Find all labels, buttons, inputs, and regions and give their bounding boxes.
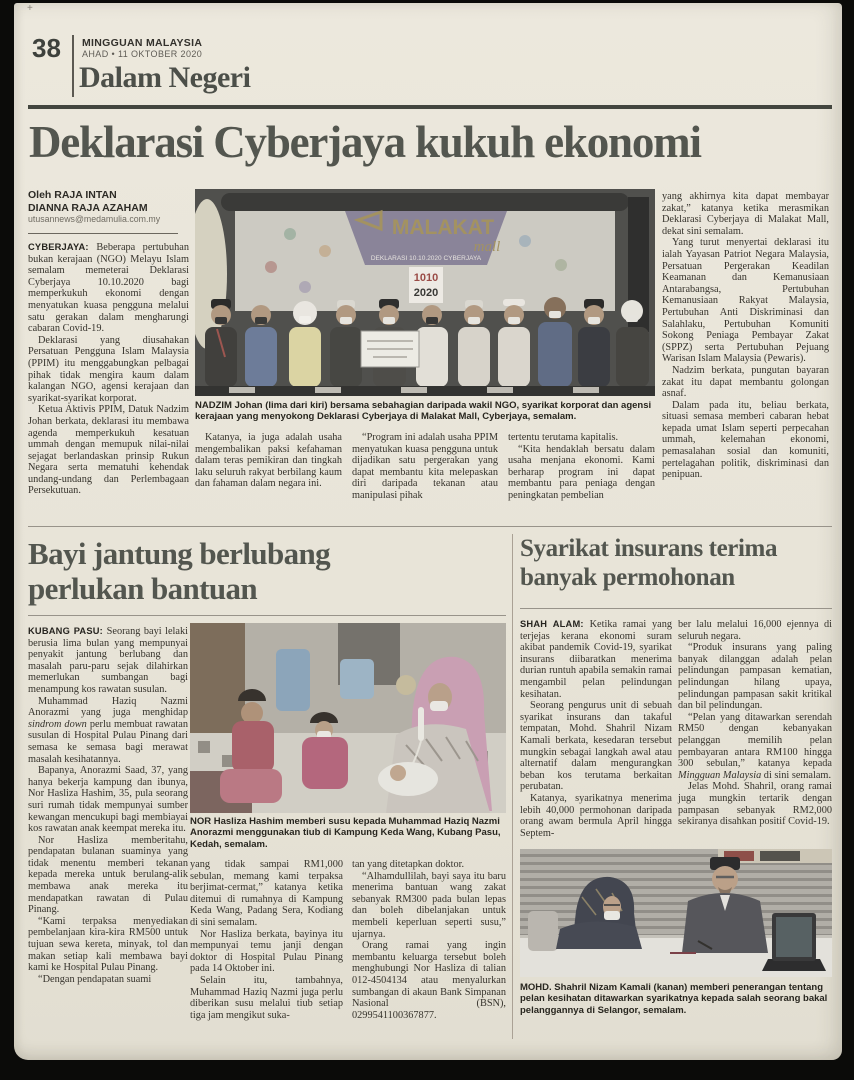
article2-column2: [190, 859, 343, 1021]
article2-column3: [352, 859, 506, 1021]
paragraph: “Alhamdullilah, bayi saya itu baru menerima bantuan wang zakat sebanyak RM300 pada bulan lepas dan boleh dibelanjakan untuk membeli keperluan seperti susu,” ujarnya.: [352, 870, 506, 940]
photo-logo-1010: 1010: [413, 272, 439, 284]
article3-headline-line2: banyak permohonan: [520, 564, 735, 591]
paragraph: Ketua Aktivis PPIM, Datuk Nadzim Johan berkata, deklarasi itu membawa agenda memperkukuh kesatuan ummah dengan memupuk nilai-nilai sejagat berlandaskan prinsip Rukun Negara serta mematuhi kehendak undang-undang dan Perlembagaan Persekutuan.: [28, 404, 189, 497]
paragraph: “Kami terpaksa menyediakan pembelanjaan kira-kira RM500 untuk tujuan sewa kereta, minyak, tol dan makan setiap kali membawa bayi kami ke Hospital Pulau Pinang.: [28, 915, 188, 974]
paragraph: [520, 619, 672, 700]
paragraph: Jelas Mohd. Shahril, orang ramai juga mungkin tertarik dengan pampasan sebanyak RM2,000 sekiranya disahkan positif Covid-19.: [678, 781, 832, 828]
date-line: AHAD • 11 OKTOBER 2020: [82, 49, 203, 59]
photo-brand-subtext: mall: [473, 239, 501, 255]
article2-photo: [190, 623, 506, 813]
section-title: Dalam Negeri: [79, 61, 251, 94]
paragraph: Yang turut menyertai deklarasi itu ialah Yayasan Patriot Negara Malaysia, Persatuan Pergerakan Keadilan Keamanan dan Kemanusiaan Antarabangsa, Pertubuhan Kemanusiaan Rakyat Malaysia, Pertubuhan Anti Diskriminasi dan Salahlaku, Pertubuhan Komuniti Sokong Peniaga Pembayar Zakat (SPPZ) serta Pertubuhan Pejuang Warisan Islam Malaysia (Pewaris).: [662, 237, 829, 365]
article1-column1: [28, 189, 189, 497]
paragraph: “Dengan pendapatan suami: [38, 973, 152, 985]
byline-author2: DIANNA RAJA AZAHAM: [28, 201, 148, 214]
masthead: MINGGUAN MALAYSIA: [82, 37, 203, 49]
article3-headline-line1: Syarikat insurans terima: [520, 535, 778, 562]
paragraph: yang tidak sampai RM1,000 sebulan, memang kami terpaksa berjimat-cermat,” katanya ketika ditemui di rumahnya di Kampung Keda Wang, Padang Sera, Kodiang di sini semalam.: [190, 859, 343, 928]
photo-caption: MOHD. Shahril Nizam Kamali (kanan) memberi penerangan tentang pelan kesihatan ditawarkan syarikatnya kepada salah seorang bakal pelanggannya di Selangor, semalam.: [520, 982, 828, 1016]
paragraph-text: perlu membuat rawatan susulan di Hospital Pulau Pinang dari semasa ke semasa bagi merawat masalah kesihatannya.: [28, 718, 188, 765]
article1-headline: Deklarasi Cyberjaya kukuh ekonomi: [29, 117, 701, 167]
paragraph-text: Seorang bayi lelaki berusia lima bulan yang mempunyai penyakit jantung berlubang dan masalah paru-paru sejak dilahirkan memerlukan sumbangan bagi menampung kos rawatan susulan.: [28, 626, 188, 695]
article2-headline-line1: Bayi jantung berlubang: [28, 536, 331, 571]
paragraph: yang akhirnya kita dapat membayar zakat,” katanya ketika merasmikan Deklarasi Cyberjaya di Malakat Mall, dekat sini semalam.: [662, 191, 829, 237]
dateline-kicker: KUBANG PASU:: [28, 626, 107, 636]
page-number: 38: [32, 33, 61, 63]
article1-column4: [508, 432, 655, 502]
article1-column3: [352, 432, 498, 502]
photo-banner-text: DEKLARASI 10.10.2020 CYBERJAYA: [370, 255, 482, 262]
paragraph: Nor Hasliza berkata, bayinya itu mempunyai temu janji dengan doktor di Hospital Pulau Pinang pada 14 Oktober ini.: [190, 928, 343, 975]
paragraph-text: “Pelan yang ditawarkan serendah RM50 dengan kebanyakan pelanggan memilih pelan pembayaran antara RM100 hingga 300 sebulan,” katanya kepada: [678, 711, 832, 770]
italic-term: sindrom down: [28, 718, 87, 730]
photo-caption: NADZIM Johan (lima dari kiri) bersama sebahagian daripada wakil NGO, syarikat korporat dan agensi kerajaan yang menyokong Deklarasi Cyberjaya di Malakat Mall, Cyberjaya, semalam.: [195, 400, 652, 423]
paragraph: “Produk insurans yang paling banyak dilanggan adalah pelan pelindungan pampasan kematian, pelindungan hilang upaya, pelindungan pampasan sakit kritikal dan bil pelindungan.: [678, 642, 832, 712]
paragraph: Deklarasi yang diusahakan Persatuan Pengguna Islam Malaysia (PPIM) itu menggabungkan pelbagai pihak tidak mengira kaum dalam kalangan NGO, agensi kerajaan dan syarikat-syarikat korporat.: [28, 334, 189, 404]
paragraph: Nor Hasliza memberitahu, pendapatan bulanan suaminya yang tidak menentu memberi tekanan kepada mereka untuk berulang-alik membawa anak mereka itu mendapatkan rawatan di Pulau Pinang.: [28, 834, 188, 916]
article3-rule: [520, 608, 832, 609]
photo-brand-text: MALAKAT: [391, 216, 495, 239]
article1-column5: [662, 191, 829, 481]
paragraph: “Program ini adalah usaha PPIM menyatukan kuasa pengguna untuk dijadikan satu pergerakan yang dapat membantu kita melepaskan diri daripada tekanan atau manipulasi pihak: [352, 432, 498, 501]
dateline-kicker: CYBERJAYA:: [28, 242, 97, 252]
header-divider: [72, 35, 74, 97]
paragraph: [28, 696, 188, 766]
paragraph: [28, 242, 189, 335]
paragraph-text: Ketika ramai yang terjejas kerana ekonomi suram akibat pandemik Covid-19, syarikat insurans diibaratkan menerima durian runtuh apabila semakin ramai mengambil pelan pelindungan kesihatan.: [520, 619, 672, 700]
article2-headline-line2: perlukan bantuan: [28, 571, 258, 606]
paragraph: Selain itu, tambahnya, Muhammad Haziq Nazmi juga perlu diberikan susu melalui tiub setiap tiga jam mengikut suka-: [190, 974, 343, 1021]
photo-caption: NOR Hasliza Hashim memberi susu kepada Muhammad Haziq Nazmi Anorazmi menggunakan tiub di Kampung Keda Wang, Kubang Pasu, Kedah, semalam.: [190, 816, 501, 850]
paragraph: Bapanya, Anorazmi Saad, 37, yang hanya bekerja kampung dan ibunya, Nor Hasliza Hashim, 35, pula seorang suri rumah tidak mempunyai sumber kewangan mencukupi bagi membiayai kos rawatan anak keempat mereka itu.: [28, 765, 188, 835]
article3-column2: [678, 619, 832, 828]
paragraph: Katanya, syarikatnya menerima lebih 40,000 permohonan daripada orang awam bermula April hingga Septem-: [520, 792, 672, 839]
article3-photo: [520, 849, 832, 977]
article2-rule: [28, 615, 506, 616]
dateline-kicker: SHAH ALAM:: [520, 619, 590, 629]
italic-publication: Mingguan Malaysia: [678, 769, 762, 781]
article2-headline: [28, 536, 508, 606]
photo-logo-2020: 2020: [413, 287, 439, 299]
paragraph: [28, 626, 188, 696]
article2-column1: [28, 626, 188, 985]
paragraph: ber lalu melalui 16,000 ejennya di seluruh negara.: [678, 619, 832, 642]
horizontal-divider: [28, 526, 832, 527]
paragraph-text: Muhammad Haziq Nazmi Anorazmi yang juga menghidap: [28, 695, 188, 719]
paragraph-text: Beberapa pertubuhan bukan kerajaan (NGO) Melayu Islam semalam memeterai Deklarasi Cyberjaya 10.10.2020 bagi memperkukuh ekonomi dengan menyatukan kuasa pengguna melalui satu gerakan dalam mengharungi cabaran Covid-19.: [28, 242, 189, 335]
article1-photo: [195, 189, 655, 396]
paper-sheet: [14, 3, 842, 1060]
article3-headline: [520, 534, 832, 592]
paragraph: tan yang ditetapkan doktor.: [352, 859, 465, 870]
crop-mark: +: [27, 3, 33, 14]
article1-column2: [195, 432, 342, 490]
article3-column1: [520, 619, 672, 839]
section-rule: [28, 105, 832, 109]
paragraph: [678, 712, 832, 782]
byline-author1: Oleh RAJA INTAN: [28, 189, 117, 201]
paragraph: “Kita hendaklah bersatu dalam usaha menjana ekonomi. Kami berharap program ini dapat membantu para peniaga dengan peningkatan pembelian: [508, 443, 655, 501]
paragraph: Dalam pada itu, beliau berkata, situasi semasa memberi cabaran hebat kepada umat Islam seperti perpecahan ummah, kelemahan ekonomi, pemasalahan sosial dan komuniti, pertelagahan politik, diskriminasi dan penipuan.: [662, 399, 829, 481]
paragraph: Nadzim berkata, pungutan bayaran zakat itu dapat membantu golongan asnaf.: [662, 364, 829, 400]
paragraph-text: di sini semalam.: [761, 769, 832, 781]
paragraph: tertentu terutama kapitalis.: [508, 432, 619, 443]
paragraph: Seorang pengurus unit di sebuah syarikat insurans dan takaful tempatan, Mohd. Shahril Nizam Kamali berkata, kesedaran tersebut mungkin sebagai langkah awal atau alternatif dalam mengurangkan beban kos terutama berkaitan perubatan.: [520, 700, 672, 793]
paragraph: Katanya, ia juga adalah usaha mengembalikan paksi kefahaman dalam teras pemikiran dan tingkah laku seluruh rakyat berbilang kaum dan fahaman dalam negara ini.: [195, 432, 342, 490]
vertical-divider: [512, 534, 513, 1039]
paragraph: Orang ramai yang ingin membantu keluarga tersebut boleh menghubungi Nor Hasliza di talian 012-4504134 atau menyalurkan sumbangan di akaun Bank Simpanan Nasional (BSN), 0299541100367877.: [352, 940, 506, 1021]
author-email: utusannews@medamulia.com.my: [28, 214, 161, 224]
